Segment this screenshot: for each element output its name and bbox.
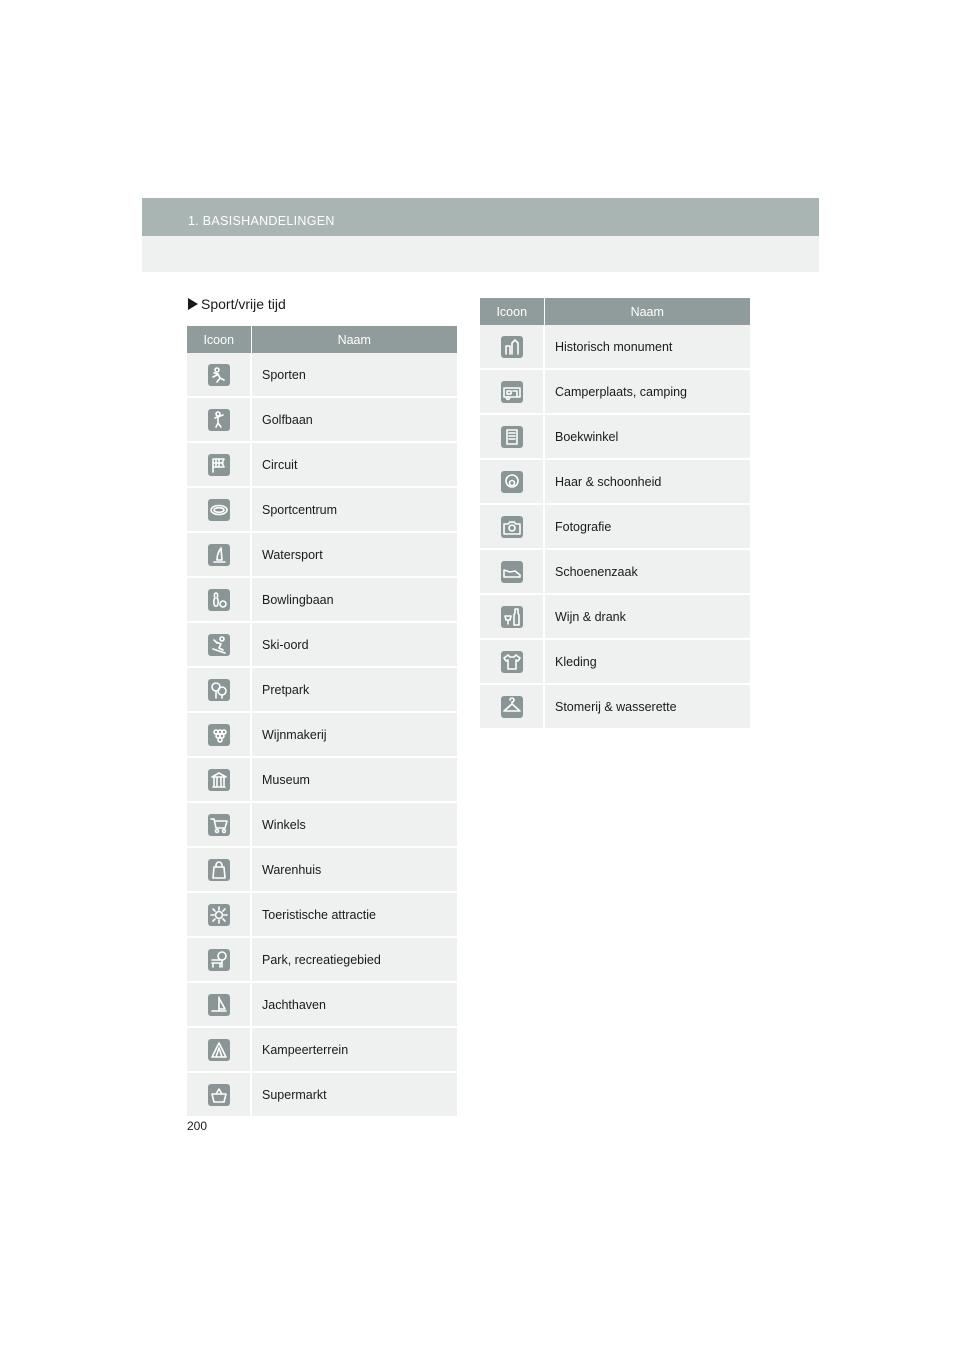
table-row xyxy=(187,577,457,622)
table-row xyxy=(187,442,457,487)
poi-name: Wijnmakerij xyxy=(251,712,457,757)
table-row xyxy=(187,982,457,1027)
triangle-bullet-icon xyxy=(188,298,198,310)
icon-cell xyxy=(480,414,544,459)
icon-cell xyxy=(187,1072,251,1117)
stadium-icon xyxy=(208,499,230,521)
poi-name: Supermarkt xyxy=(251,1072,457,1117)
book-icon xyxy=(501,426,523,448)
page-number: 200 xyxy=(187,1119,208,1133)
table-row xyxy=(480,684,750,729)
table-header-row xyxy=(480,298,750,325)
shopping-cart-icon xyxy=(208,814,230,836)
chapter-title: 1. BASISHANDELINGEN xyxy=(188,214,335,228)
icon-cell xyxy=(480,459,544,504)
table-row xyxy=(187,892,457,937)
monument-icon xyxy=(501,336,523,358)
poi-name: Kampeerterrein xyxy=(251,1027,457,1072)
poi-name: Pretpark xyxy=(251,667,457,712)
poi-name: Museum xyxy=(251,757,457,802)
column-header-name: Naam xyxy=(544,298,750,325)
table-row xyxy=(480,639,750,684)
table-row xyxy=(480,594,750,639)
icon-cell xyxy=(187,577,251,622)
poi-icon-table-left xyxy=(187,326,457,1118)
section-title-text: Sport/vrije tijd xyxy=(201,296,286,312)
table-row xyxy=(480,325,750,369)
section-title xyxy=(188,296,286,312)
table-row xyxy=(187,937,457,982)
poi-name: Historisch monument xyxy=(544,325,750,369)
poi-name: Ski-oord xyxy=(251,622,457,667)
column-header-name: Naam xyxy=(251,326,457,353)
poi-name: Bowlingbaan xyxy=(251,577,457,622)
park-bench-icon xyxy=(208,949,230,971)
table-row xyxy=(187,667,457,712)
table-row xyxy=(187,622,457,667)
hanger-icon xyxy=(501,696,523,718)
hairdresser-icon xyxy=(501,471,523,493)
camper-icon xyxy=(501,381,523,403)
column-header-icon: Icoon xyxy=(187,326,251,353)
bowling-icon xyxy=(208,589,230,611)
tent-icon xyxy=(208,1039,230,1061)
table-row xyxy=(187,802,457,847)
table-row xyxy=(187,1027,457,1072)
table-row xyxy=(187,353,457,397)
poi-name: Jachthaven xyxy=(251,982,457,1027)
icon-cell xyxy=(480,504,544,549)
icon-cell xyxy=(480,639,544,684)
windsurf-icon xyxy=(208,544,230,566)
wine-bottle-icon xyxy=(501,606,523,628)
shirt-icon xyxy=(501,651,523,673)
table-row xyxy=(480,414,750,459)
poi-name: Golfbaan xyxy=(251,397,457,442)
table-row xyxy=(187,487,457,532)
icon-cell xyxy=(187,802,251,847)
header-subband xyxy=(142,236,819,272)
icon-cell xyxy=(187,982,251,1027)
icon-cell xyxy=(187,1027,251,1072)
icon-cell xyxy=(187,757,251,802)
icon-cell xyxy=(480,594,544,639)
icon-cell xyxy=(187,397,251,442)
poi-icon-table-right xyxy=(480,298,750,730)
sailboat-icon xyxy=(208,994,230,1016)
attraction-gear-icon xyxy=(208,904,230,926)
poi-name: Kleding xyxy=(544,639,750,684)
icon-cell xyxy=(187,667,251,712)
icon-cell xyxy=(480,325,544,369)
column-header-icon: Icoon xyxy=(480,298,544,325)
icon-cell xyxy=(187,353,251,397)
circuit-flag-icon xyxy=(208,454,230,476)
icon-cell xyxy=(187,712,251,757)
icon-cell xyxy=(480,684,544,729)
table-row xyxy=(187,1072,457,1117)
poi-name: Schoenenzaak xyxy=(544,549,750,594)
museum-icon xyxy=(208,769,230,791)
golf-icon xyxy=(208,409,230,431)
grocery-basket-icon xyxy=(208,1084,230,1106)
table-row xyxy=(187,847,457,892)
poi-name: Wijn & drank xyxy=(544,594,750,639)
poi-name: Sportcentrum xyxy=(251,487,457,532)
shopping-bag-icon xyxy=(208,859,230,881)
poi-name: Circuit xyxy=(251,442,457,487)
poi-name: Winkels xyxy=(251,802,457,847)
shoe-icon xyxy=(501,561,523,583)
poi-name: Sporten xyxy=(251,353,457,397)
table-row xyxy=(187,712,457,757)
poi-name: Boekwinkel xyxy=(544,414,750,459)
table-row xyxy=(480,504,750,549)
icon-cell xyxy=(187,532,251,577)
sports-icon xyxy=(208,364,230,386)
poi-name: Watersport xyxy=(251,532,457,577)
poi-name: Warenhuis xyxy=(251,847,457,892)
poi-name: Stomerij & wasserette xyxy=(544,684,750,729)
icon-cell xyxy=(187,622,251,667)
icon-cell xyxy=(187,442,251,487)
header-band xyxy=(142,198,819,236)
table-header-row xyxy=(187,326,457,353)
icon-cell xyxy=(187,937,251,982)
poi-name: Toeristische attractie xyxy=(251,892,457,937)
table-row xyxy=(187,397,457,442)
amusement-park-icon xyxy=(208,679,230,701)
icon-cell xyxy=(187,892,251,937)
poi-name: Fotografie xyxy=(544,504,750,549)
table-row xyxy=(187,757,457,802)
table-row xyxy=(480,459,750,504)
poi-name: Camperplaats, camping xyxy=(544,369,750,414)
grapes-icon xyxy=(208,724,230,746)
poi-name: Park, recreatiegebied xyxy=(251,937,457,982)
ski-icon xyxy=(208,634,230,656)
icon-cell xyxy=(187,487,251,532)
table-row xyxy=(480,549,750,594)
table-row xyxy=(480,369,750,414)
icon-cell xyxy=(187,847,251,892)
poi-name: Haar & schoonheid xyxy=(544,459,750,504)
icon-cell xyxy=(480,369,544,414)
camera-icon xyxy=(501,516,523,538)
icon-cell xyxy=(480,549,544,594)
table-row xyxy=(187,532,457,577)
